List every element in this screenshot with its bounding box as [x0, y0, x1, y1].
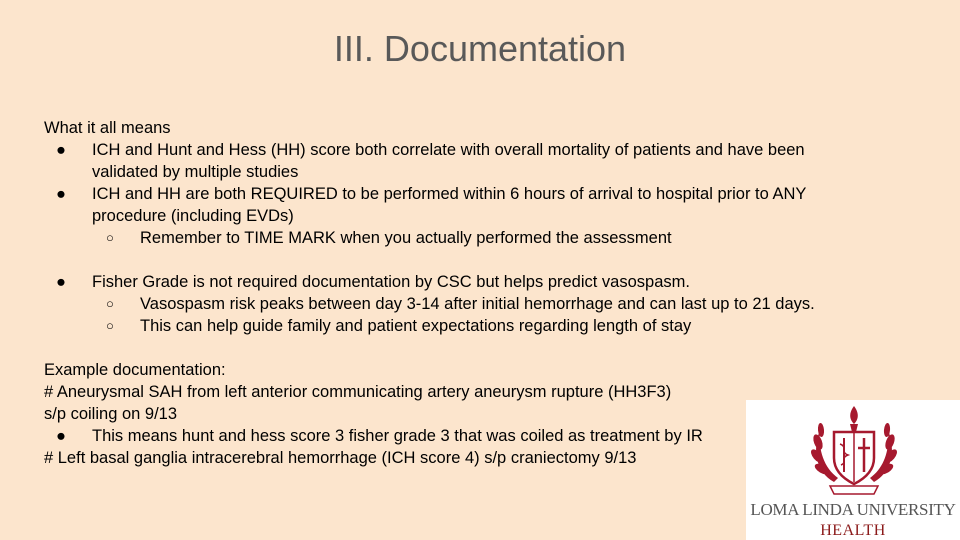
bullet-item: [44, 183, 924, 227]
sub-bullet-item: [44, 227, 924, 249]
slide-title: III. Documentation: [333, 28, 627, 69]
section-heading: What it all means: [44, 119, 171, 137]
spacer: [44, 249, 924, 271]
bullet-marker: ●: [56, 427, 66, 445]
example-line: # Aneurysmal SAH from left anterior communicating artery aneurysm rupture (HH3F3): [44, 383, 672, 401]
bullet-marker: ●: [56, 141, 66, 159]
sub-bullet-item: [44, 315, 924, 337]
logo-health-text: HEALTH: [820, 522, 886, 539]
bullet-text: ICH and HH are both REQUIRED to be performed within 6 hours of arrival to hospital prior to ANY: [92, 185, 807, 203]
bullet-text: Fisher Grade is not required documentation by CSC but helps predict vasospasm.: [92, 273, 690, 291]
sub-bullet-text: This can help guide family and patient expectations regarding length of stay: [140, 317, 692, 335]
bullet-item: [44, 139, 924, 183]
sub-bullet-text: Remember to TIME MARK when you actually performed the assessment: [140, 229, 672, 247]
bullet-text-cont: validated by multiple studies: [92, 163, 299, 181]
sub-bullet-text: Vasospasm risk peaks between day 3-14 after initial hemorrhage and can last up to 21 days.: [140, 295, 815, 313]
example-heading: Example documentation:: [44, 361, 226, 379]
bullet-text-cont: procedure (including EVDs): [92, 207, 294, 225]
sub-bullet-marker: ○: [106, 230, 114, 245]
university-seal-icon: [804, 402, 904, 498]
bullet-item: [44, 271, 924, 293]
bullet-marker: ●: [56, 273, 66, 291]
example-line: # Left basal ganglia intracerebral hemorrhage (ICH score 4) s/p craniectomy 9/13: [44, 449, 637, 467]
spacer: [44, 337, 924, 359]
sub-bullet-item: [44, 293, 924, 315]
university-logo: [746, 400, 960, 540]
sub-bullet-marker: ○: [106, 318, 114, 333]
example-line: s/p coiling on 9/13: [44, 405, 178, 423]
bullet-text: ICH and Hunt and Hess (HH) score both correlate with overall mortality of patients and have been: [92, 141, 805, 159]
bullet-marker: ●: [56, 185, 66, 203]
example-bullet-text: This means hunt and hess score 3 fisher grade 3 that was coiled as treatment by IR: [92, 427, 703, 445]
logo-university-name: LOMA LINDA UNIVERSITY: [750, 500, 956, 519]
sub-bullet-marker: ○: [106, 296, 114, 311]
